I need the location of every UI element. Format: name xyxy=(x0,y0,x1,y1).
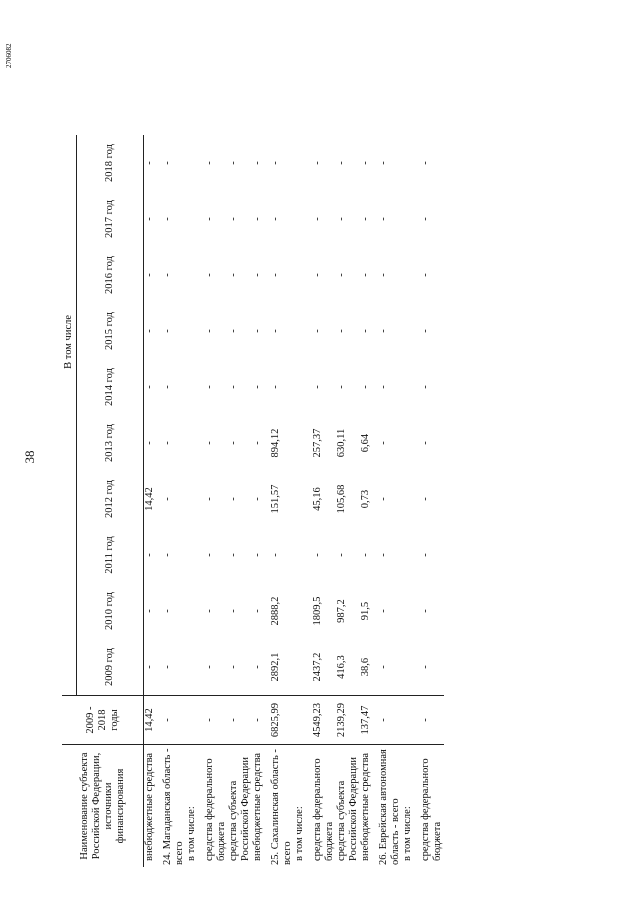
row-total: - xyxy=(252,696,270,745)
row-value-2013: - xyxy=(227,441,239,445)
row-value-2010: - xyxy=(251,609,263,613)
table-row xyxy=(144,135,162,867)
row-label: 25. Сахалинская область - всего xyxy=(270,745,294,868)
document-stamp xyxy=(1,0,15,70)
row-value-2009: 38,6 xyxy=(359,657,371,677)
header-year-4: 2012 год xyxy=(77,471,144,527)
row-value-2009: - xyxy=(377,665,389,669)
table-body xyxy=(144,135,444,867)
header-year-7: 2015 год xyxy=(77,303,144,359)
row-value-2018 xyxy=(294,135,312,191)
table-row xyxy=(360,135,378,867)
row-value-2011: - xyxy=(359,553,371,557)
row-value-2018 xyxy=(186,135,204,191)
row-value-2011 xyxy=(402,527,420,583)
row-value-2013: - xyxy=(203,441,215,445)
row-total: - xyxy=(162,696,186,745)
row-value-2010: - xyxy=(377,609,389,613)
row-value-2017: - xyxy=(203,217,215,221)
row-value-2016: - xyxy=(311,273,323,277)
row-value-2010: - xyxy=(203,609,215,613)
row-value-2012: - xyxy=(251,497,263,501)
row-total: - xyxy=(204,696,228,745)
row-value-2018: - xyxy=(144,161,155,165)
row-value-2014: - xyxy=(311,385,323,389)
row-value-2017 xyxy=(294,191,312,247)
row-value-2013 xyxy=(186,415,204,471)
row-total: 137,47 xyxy=(360,696,378,745)
row-value-2011: - xyxy=(335,553,347,557)
row-value-2013: - xyxy=(251,441,263,445)
table-row xyxy=(186,135,204,867)
row-value-2016 xyxy=(294,247,312,303)
row-label: средства федерального бюджета xyxy=(312,745,336,868)
row-value-2012: - xyxy=(377,497,389,501)
row-value-2018: - xyxy=(161,161,173,165)
row-value-2013: - xyxy=(161,441,173,445)
row-total: 4549,23 xyxy=(312,696,336,745)
row-value-2010: 91,5 xyxy=(359,601,371,621)
row-value-2012: 14,42 xyxy=(144,487,155,511)
row-value-2016: - xyxy=(203,273,215,277)
row-value-2013 xyxy=(402,415,420,471)
row-value-2016: - xyxy=(359,273,371,277)
row-value-2018: - xyxy=(203,161,215,165)
row-value-2012: 105,68 xyxy=(335,484,347,514)
row-value-2010: 1809,5 xyxy=(311,596,323,626)
header-year-3: 2011 год xyxy=(77,527,144,583)
row-label: средства субъекта Российской Федерации xyxy=(228,745,252,868)
header-year-1: 2009 год xyxy=(77,639,144,696)
table-header xyxy=(62,135,144,867)
row-value-2014 xyxy=(402,359,420,415)
table-row xyxy=(402,135,420,867)
row-value-2009: 416,3 xyxy=(335,655,347,679)
header-year-10: 2018 год xyxy=(77,135,144,191)
row-value-2018: - xyxy=(335,161,347,165)
table-row xyxy=(312,135,336,867)
row-value-2009: - xyxy=(203,665,215,669)
table-row xyxy=(228,135,252,867)
row-value-2009: - xyxy=(161,665,173,669)
row-value-2014: - xyxy=(161,385,173,389)
row-value-2015 xyxy=(402,303,420,359)
row-value-2009: - xyxy=(251,665,263,669)
row-value-2012: - xyxy=(227,497,239,501)
table-row xyxy=(162,135,186,867)
row-value-2010 xyxy=(294,583,312,639)
row-value-2015: - xyxy=(161,329,173,333)
row-value-2009: - xyxy=(227,665,239,669)
row-value-2009 xyxy=(294,639,312,696)
row-value-2012: - xyxy=(203,497,215,501)
row-value-2009 xyxy=(186,639,204,696)
row-label: в том числе: xyxy=(294,745,312,868)
row-value-2012: 45,16 xyxy=(311,487,323,511)
row-value-2016: - xyxy=(251,273,263,277)
row-value-2011: - xyxy=(269,553,281,557)
header-group-label: В том числе xyxy=(62,135,77,696)
row-value-2015: - xyxy=(251,329,263,333)
row-total: 2139,29 xyxy=(336,696,360,745)
row-value-2014: - xyxy=(251,385,263,389)
row-value-2015: - xyxy=(227,329,239,333)
table-row xyxy=(378,135,402,867)
row-value-2012: 151,57 xyxy=(269,484,281,514)
row-label: 24. Магаданская область - всего xyxy=(162,745,186,868)
row-value-2016: - xyxy=(227,273,239,277)
header-year-2: 2010 год xyxy=(77,583,144,639)
row-value-2011: - xyxy=(227,553,239,557)
row-value-2011 xyxy=(186,527,204,583)
row-value-2011: - xyxy=(161,553,173,557)
row-value-2018: - xyxy=(419,161,431,165)
row-value-2017: - xyxy=(161,217,173,221)
row-value-2012: - xyxy=(161,497,173,501)
row-value-2018: - xyxy=(251,161,263,165)
row-value-2017 xyxy=(186,191,204,247)
row-value-2016 xyxy=(186,247,204,303)
row-value-2015: - xyxy=(419,329,431,333)
row-value-2014: - xyxy=(377,385,389,389)
row-value-2016: - xyxy=(144,273,155,277)
row-value-2018: - xyxy=(269,161,281,165)
row-value-2009: 2892,1 xyxy=(269,652,281,682)
row-value-2017: - xyxy=(144,217,155,221)
row-value-2013: 894,12 xyxy=(269,428,281,458)
row-value-2012 xyxy=(186,471,204,527)
table-row xyxy=(270,135,294,867)
row-value-2017: - xyxy=(227,217,239,221)
table-row xyxy=(204,135,228,867)
row-value-2015: - xyxy=(269,329,281,333)
row-value-2010: 987,2 xyxy=(335,599,347,623)
row-value-2009: 2437,2 xyxy=(311,652,323,682)
row-value-2017: - xyxy=(311,217,323,221)
row-total: - xyxy=(378,696,402,745)
row-value-2016: - xyxy=(377,273,389,277)
row-value-2017: - xyxy=(359,217,371,221)
table-row xyxy=(420,135,444,867)
table-row xyxy=(252,135,270,867)
header-year-6: 2014 год xyxy=(77,359,144,415)
row-label: внебюджетные средства xyxy=(252,745,270,868)
row-value-2016: - xyxy=(269,273,281,277)
row-total: 6825,99 xyxy=(270,696,294,745)
row-value-2011: - xyxy=(311,553,323,557)
row-value-2009 xyxy=(402,639,420,696)
row-value-2010: - xyxy=(227,609,239,613)
row-value-2010: - xyxy=(161,609,173,613)
stamp-text: 2706082 xyxy=(5,43,13,68)
row-total xyxy=(294,696,312,745)
row-value-2018: - xyxy=(377,161,389,165)
row-value-2012 xyxy=(402,471,420,527)
row-value-2013: 630,11 xyxy=(335,428,347,458)
row-value-2017 xyxy=(402,191,420,247)
row-value-2016: - xyxy=(161,273,173,277)
row-value-2015: - xyxy=(203,329,215,333)
row-value-2011: - xyxy=(251,553,263,557)
row-label: средства субъекта Российской Федерации xyxy=(336,745,360,868)
row-value-2016: - xyxy=(335,273,347,277)
row-value-2015: - xyxy=(311,329,323,333)
header-year-8: 2016 год xyxy=(77,247,144,303)
row-value-2011 xyxy=(294,527,312,583)
row-value-2013: - xyxy=(419,441,431,445)
header-name-column: Наименование субъекта Российской Федерации, источники финансирования xyxy=(62,745,144,868)
row-value-2014: - xyxy=(419,385,431,389)
row-value-2009: - xyxy=(144,665,155,669)
row-value-2015: - xyxy=(377,329,389,333)
row-label: в том числе: xyxy=(186,745,204,868)
row-total: - xyxy=(228,696,252,745)
row-value-2009: - xyxy=(419,665,431,669)
header-year-9: 2017 год xyxy=(77,191,144,247)
row-value-2010 xyxy=(402,583,420,639)
row-value-2015: - xyxy=(335,329,347,333)
row-value-2017: - xyxy=(377,217,389,221)
row-value-2017: - xyxy=(251,217,263,221)
row-value-2014: - xyxy=(227,385,239,389)
row-value-2015 xyxy=(186,303,204,359)
table-row xyxy=(336,135,360,867)
rotated-content xyxy=(22,47,582,867)
row-total: 14,42 xyxy=(144,696,162,745)
row-value-2014: - xyxy=(359,385,371,389)
row-value-2013: - xyxy=(144,441,155,445)
row-value-2017: - xyxy=(269,217,281,221)
header-year-5: 2013 год xyxy=(77,415,144,471)
row-value-2018: - xyxy=(227,161,239,165)
row-value-2010: - xyxy=(144,609,155,613)
row-label: внебюджетные средства xyxy=(144,745,162,868)
row-value-2015: - xyxy=(144,329,155,333)
row-value-2017: - xyxy=(419,217,431,221)
row-total: - xyxy=(420,696,444,745)
row-value-2012: - xyxy=(419,497,431,501)
row-value-2013: 6,64 xyxy=(359,433,371,453)
row-value-2014: - xyxy=(203,385,215,389)
row-value-2010: 2888,2 xyxy=(269,596,281,626)
financing-table xyxy=(62,135,444,867)
row-value-2010: - xyxy=(419,609,431,613)
row-value-2013: - xyxy=(377,441,389,445)
row-value-2011: - xyxy=(144,553,155,557)
row-value-2013 xyxy=(294,415,312,471)
row-value-2014: - xyxy=(269,385,281,389)
row-value-2010 xyxy=(186,583,204,639)
row-total xyxy=(402,696,420,745)
row-total xyxy=(186,696,204,745)
row-label: средства федерального бюджета xyxy=(204,745,228,868)
row-value-2012: 0,73 xyxy=(359,489,371,509)
row-value-2012 xyxy=(294,471,312,527)
row-value-2011: - xyxy=(203,553,215,557)
row-value-2011: - xyxy=(377,553,389,557)
row-value-2016: - xyxy=(419,273,431,277)
row-value-2015 xyxy=(294,303,312,359)
row-label: в том числе: xyxy=(402,745,420,868)
row-value-2014: - xyxy=(144,385,155,389)
row-label: 26. Еврейская автономная область - всего xyxy=(378,745,402,868)
row-value-2017: - xyxy=(335,217,347,221)
header-total-column: 2009 - 2018 годы xyxy=(62,696,144,745)
row-value-2018 xyxy=(402,135,420,191)
row-value-2011: - xyxy=(419,553,431,557)
row-value-2014: - xyxy=(335,385,347,389)
row-label: внебюджетные средства xyxy=(360,745,378,868)
row-label: средства федерального бюджета xyxy=(420,745,444,868)
row-value-2016 xyxy=(402,247,420,303)
row-value-2014 xyxy=(186,359,204,415)
row-value-2018: - xyxy=(311,161,323,165)
row-value-2018: - xyxy=(359,161,371,165)
row-value-2014 xyxy=(294,359,312,415)
row-value-2013: 257,37 xyxy=(311,428,323,458)
row-value-2015: - xyxy=(359,329,371,333)
page-number: 38 xyxy=(22,450,37,464)
table-row xyxy=(294,135,312,867)
